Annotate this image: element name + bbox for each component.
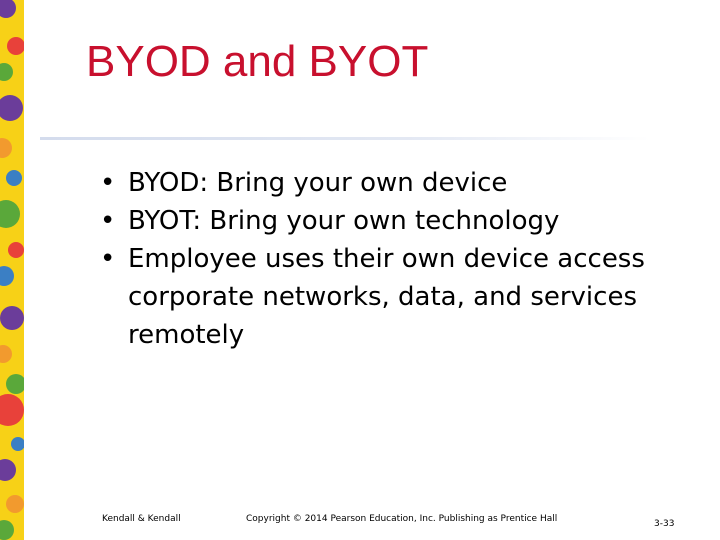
page-number: 3-33 <box>654 519 675 529</box>
footer-author: Kendall & Kendall <box>102 514 181 524</box>
bullet-dot-icon: • <box>100 168 116 198</box>
bullet-text: BYOD: Bring your own device <box>128 168 508 198</box>
bullet-item <box>100 164 710 202</box>
bullet-item <box>100 202 710 240</box>
bullet-dot-icon: • <box>100 244 116 274</box>
bullet-text: BYOT: Bring your own technology <box>128 206 560 236</box>
title-divider <box>40 137 650 140</box>
bullet-dot-icon: • <box>100 206 116 236</box>
bullet-text: Employee uses their own device access corporate networks, data, and services remotely <box>128 244 645 350</box>
colorful-circles-strip-icon <box>0 0 24 540</box>
footer-copyright: Copyright © 2014 Pearson Education, Inc. Publishing as Prentice Hall <box>246 514 558 524</box>
decorative-circles-strip <box>0 0 24 540</box>
bullet-item <box>100 240 710 354</box>
bullet-list <box>100 164 710 354</box>
slide-title: BYOD and BYOT <box>86 37 429 86</box>
